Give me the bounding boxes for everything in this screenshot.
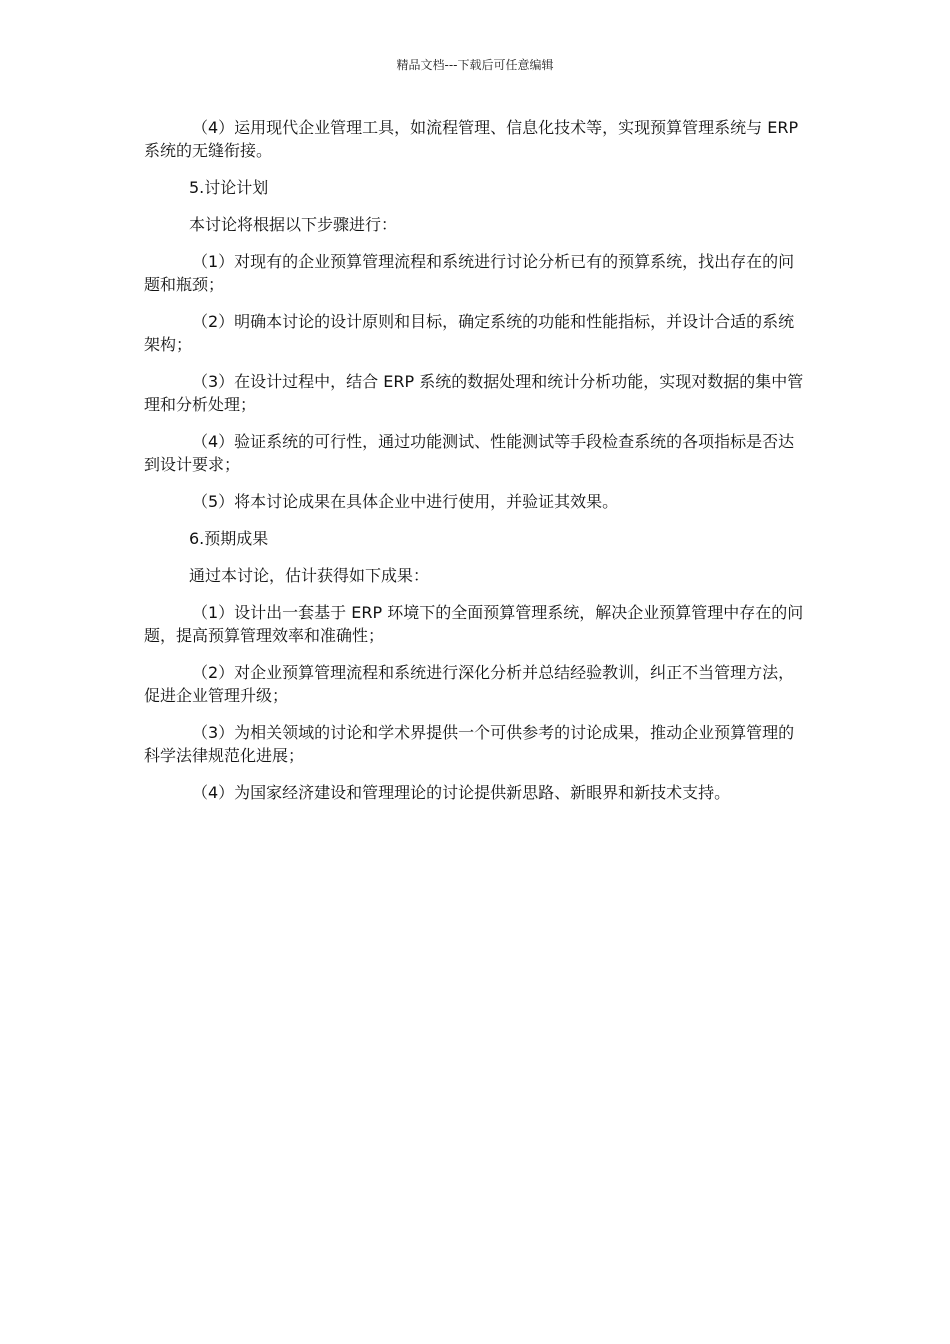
paragraph-result-3: （3）为相关领域的讨论和学术界提供一个可供参考的讨论成果，推动企业预算管理的科学法律规范化进展； xyxy=(144,723,795,765)
page-header: 精品文档---下载后可任意编辑 xyxy=(396,58,554,72)
paragraph-plan-intro: 本讨论将根据以下步骤进行： xyxy=(189,215,398,234)
paragraph-result-2: （2）对企业预算管理流程和系统进行深化分析并总结经验教训，纠正不当管理方法，促进企业管理升级； xyxy=(144,663,795,705)
paragraph-step-2: （2）明确本讨论的设计原则和目标，确定系统的功能和性能指标，并设计合适的系统架构； xyxy=(144,312,795,354)
paragraph-step-1: （1）对现有的企业预算管理流程和系统进行讨论分析已有的预算系统，找出存在的问题和瓶颈； xyxy=(144,252,795,294)
section-heading-results: 6.预期成果 xyxy=(189,529,269,548)
paragraph-results-intro: 通过本讨论，估计获得如下成果： xyxy=(189,566,430,585)
section-heading-plan: 5.讨论计划 xyxy=(189,178,269,197)
paragraph-step-4: （4）验证系统的可行性，通过功能测试、性能测试等手段检查系统的各项指标是否达到设计要求； xyxy=(144,432,795,474)
document-body xyxy=(144,116,804,818)
paragraph-result-4: （4）为国家经济建设和管理理论的讨论提供新思路、新眼界和新技术支持。 xyxy=(192,783,731,802)
paragraph-step-3: （3）在设计过程中，结合 ERP 系统的数据处理和统计分析功能，实现对数据的集中管理和分析处理； xyxy=(144,372,804,414)
paragraph-goal-4: （4）运用现代企业管理工具，如流程管理、信息化技术等，实现预算管理系统与 ERP 系统的无缝衔接。 xyxy=(144,118,799,160)
paragraph-result-1: （1）设计出一套基于 ERP 环境下的全面预算管理系统，解决企业预算管理中存在的问题，提高预算管理效率和准确性； xyxy=(144,603,804,645)
paragraph-step-5: （5）将本讨论成果在具体企业中进行使用，并验证其效果。 xyxy=(192,492,619,511)
